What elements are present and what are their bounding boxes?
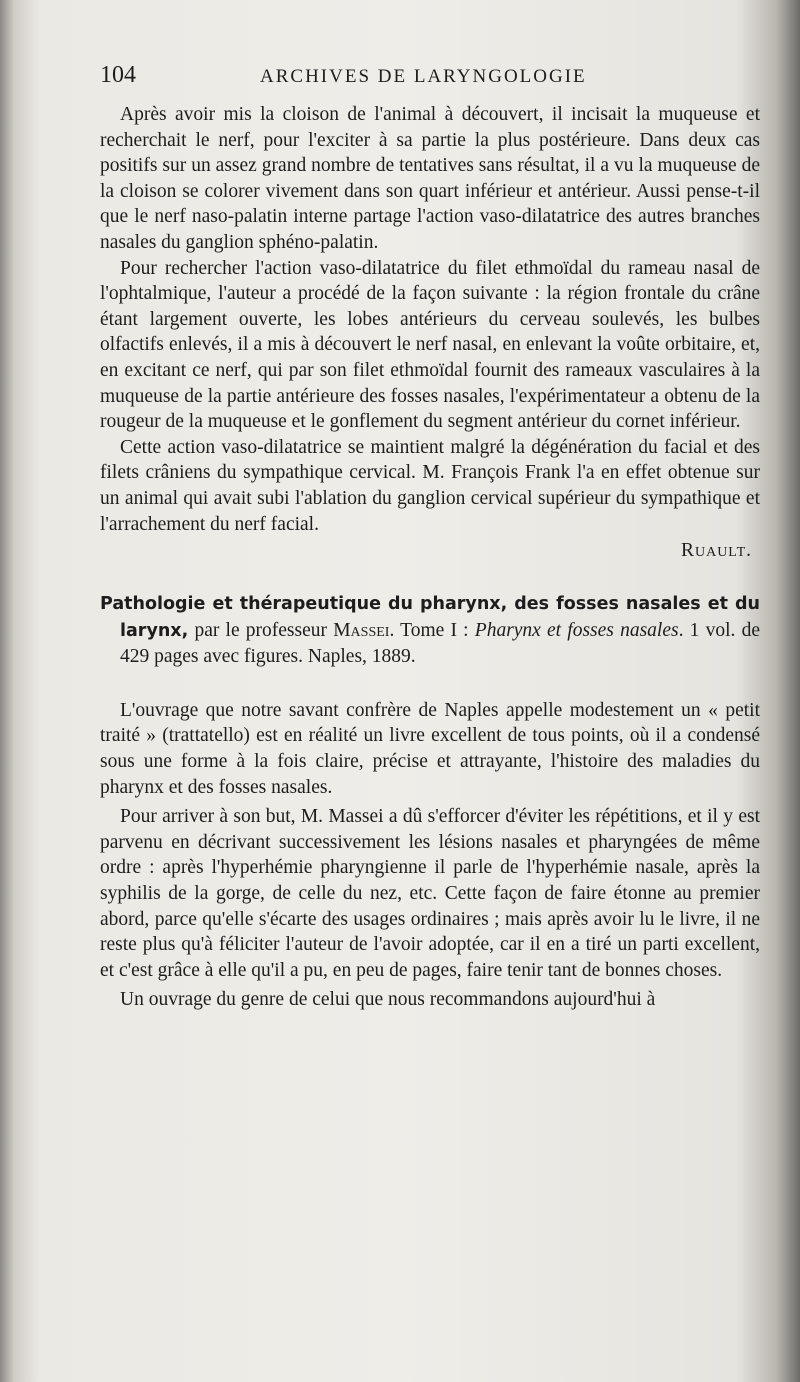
review-heading — [100, 591, 760, 670]
book-title: Pathologie et thérapeutique du pharynx, des fosses nasales et du larynx, — [100, 594, 760, 641]
paragraph: Pour arriver à son but, M. Massei a dû s'efforcer d'éviter les répétitions, et il y est parvenu en décrivant successivement les lésions nasales et pharyngées de même ordre : après l'hyperhémie pharyngienne il parle de l'hyperhémie nasale, après la syphilis de la gorge, de celle du nez, etc. Cette façon de faire étonne au premier abord, parce qu'elle s'écarte des usages ordinaires ; mais après avoir lu le livre, il ne reste plus qu'à féliciter l'auteur de l'avoir adoptée, car il en a tiré un parti excellent, et c'est grâce à elle qu'il a pu, en peu de pages, faire tenir tant de bonnes choses. — [100, 806, 760, 981]
page-number: 104 — [100, 62, 136, 88]
by-prefix: par le professeur — [188, 619, 334, 641]
paragraph: L'ouvrage que notre savant confrère de Naples appelle modestement un « petit traité » (trattatello) est en réalité un livre excellent de tous points, où il a condensé sous une forme à la fois claire, précise et attrayante, l'histoire des maladies du pharynx et des fosses nasales. — [100, 699, 760, 798]
section-review — [100, 698, 760, 1013]
paragraph: Un ouvrage du genre de celui que nous recommandons aujourd'hui à — [120, 989, 656, 1011]
paragraph: Après avoir mis la cloison de l'animal à découvert, il incisait la muqueuse et recherchait le nerf, pour l'exciter à sa partie la plus postérieure. Dans deux cas positifs sur un assez grand nombre de tentatives sans résultat, il a vu la muqueuse de la cloison se colorer vivement dans son quart inférieur et antérieur. Aussi pense-t-il que le nerf naso-palatin interne partage l'action vaso-dilatatrice des autres branches nasales du ganglion sphéno-palatin. — [100, 104, 760, 253]
book-subtitle: Pharynx et fosses nasales — [474, 619, 679, 641]
page-content — [100, 62, 760, 1013]
book-author: Massei — [333, 619, 390, 641]
book-details: . 1 vol. de 429 pages avec figures. Naples, 1889. — [120, 619, 760, 668]
section-experiment — [100, 102, 760, 565]
paragraph: Pour rechercher l'action vaso-dilatatrice du filet ethmoïdal du rameau nasal de l'ophtalmique, l'auteur a procédé de la façon suivante : la région frontale du crâne étant largement ouverte, les lobes antérieurs du cerveau soulevés, les bulbes olfactifs enlevés, il a mis à découvert le nerf nasal, en enlevant la voûte orbitaire, et, en excitant ce nerf, qui par son filet ethmoïdal fournit des rameaux vasculaires à la muqueuse de la partie antérieure des fosses nasales, l'expérimentateur a obtenu de la rougeur de la muqueuse et le gonflement du segment antérieur du cornet inférieur. — [100, 257, 760, 433]
spacer — [100, 670, 760, 698]
running-title: ARCHIVES DE LARYNGOLOGIE — [260, 66, 587, 87]
tome-label: . Tome I : — [389, 619, 475, 641]
paragraph: Cette action vaso-dilatatrice se maintient malgré la dégénération du facial et des filets crâniens du sympathique cervical. M. François Frank l'a en effet obtenue sur un animal qui avait subi l'ablation du ganglion cervical supérieur du sympathique et l'arrachement du nerf facial. — [100, 436, 760, 535]
page-header — [100, 62, 760, 102]
author-signature: Ruault. — [680, 540, 752, 562]
